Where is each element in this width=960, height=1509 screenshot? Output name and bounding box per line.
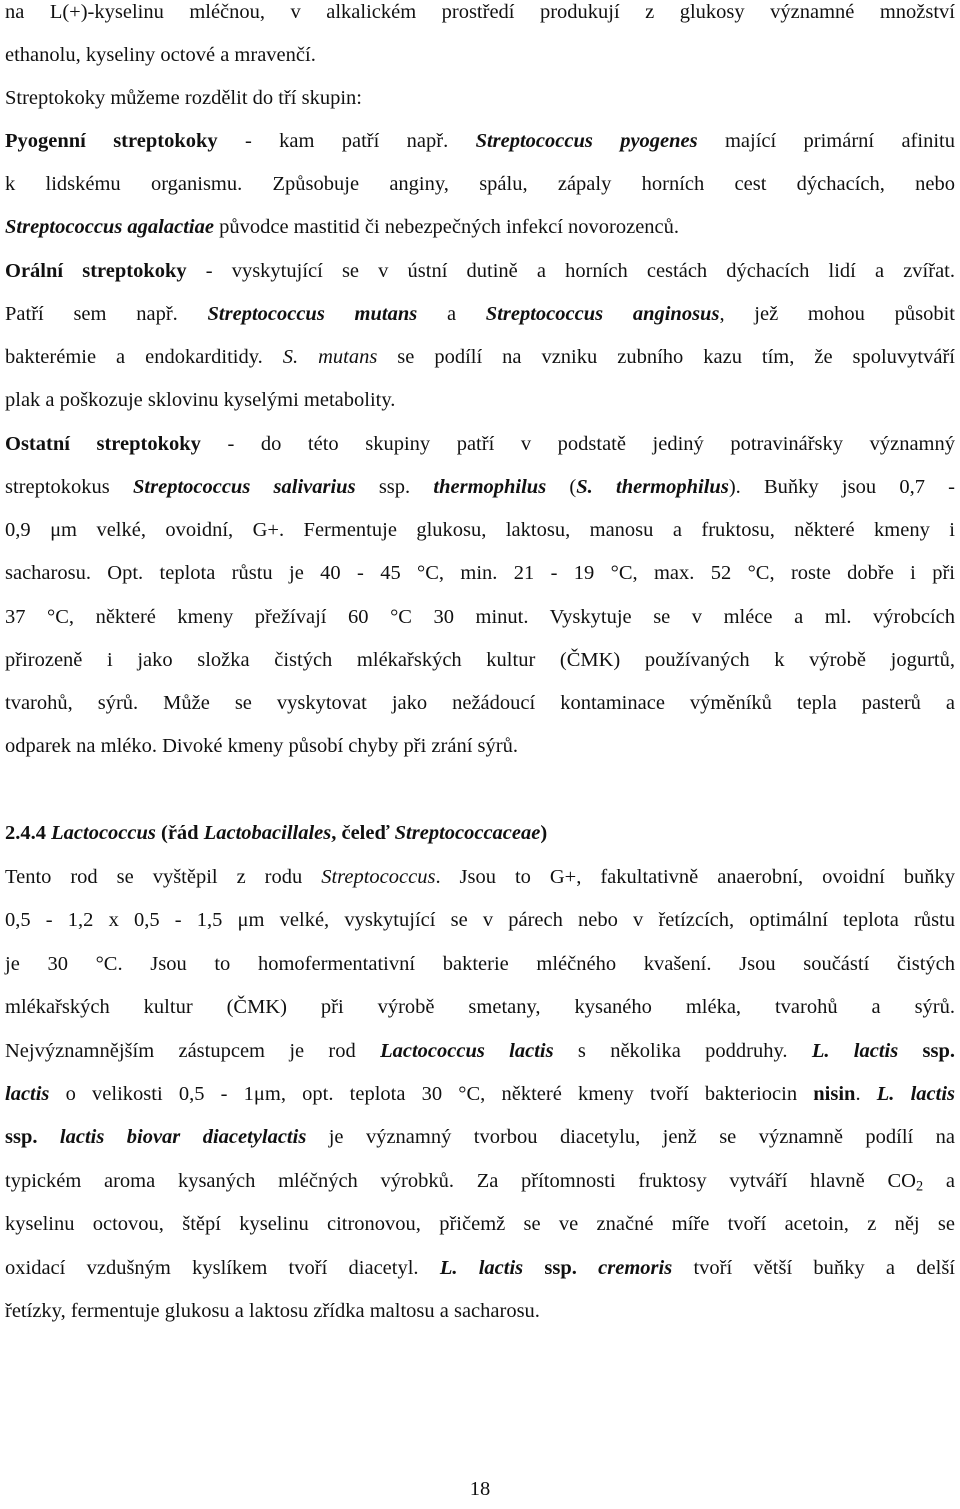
text-segment: L. lactis	[811, 1040, 899, 1062]
text-line	[5, 986, 955, 1029]
text-segment: S. mutans	[282, 346, 378, 368]
text-segment: , jež mohou působit	[719, 303, 955, 325]
text-segment: s několika poddruhy.	[553, 1040, 812, 1062]
text-segment: L. lactis	[439, 1257, 524, 1279]
text-segment: cremoris	[598, 1257, 673, 1279]
text-line	[5, 293, 955, 336]
text-segment: streptokokus	[5, 476, 134, 498]
text-line	[5, 856, 955, 899]
text-line	[5, 943, 955, 986]
text-line	[5, 120, 955, 163]
text-line	[5, 509, 955, 552]
text-segment: thermophilus	[433, 476, 547, 498]
text-segment: Streptococcus anginosus	[485, 303, 720, 325]
text-segment: Pyogenní streptokoky	[5, 130, 218, 152]
text-segment: , čeleď	[331, 822, 395, 844]
text-segment: odparek na mléko. Divoké kmeny působí chyby při zrání sýrů.	[5, 735, 518, 757]
text-segment: Lactococcus	[51, 822, 156, 844]
text-line	[5, 466, 955, 509]
text-segment: mlékařských kultur (ČMK) při výrobě smetany, kysaného mléka, tvarohů a sýrů.	[5, 996, 955, 1018]
text-segment: oxidací vzdušným kyslíkem tvoří diacetyl.	[5, 1257, 440, 1279]
text-segment: - vyskytující se v ústní dutině a horních cestách dýchacích lidí a zvířat.	[186, 260, 955, 282]
text-segment: ssp.	[523, 1257, 599, 1279]
text-segment: kyselinu octovou, štěpí kyselinu citronovou, přičemž se ve značné míře tvoří acetoin, z něj se	[5, 1213, 955, 1235]
text-line	[5, 336, 955, 379]
text-segment: k lidskému organismu. Způsobuje anginy, spálu, zápaly horních cest dýchacích, nebo	[5, 173, 955, 195]
text-line	[5, 34, 955, 77]
text-segment: Streptococcus salivarius	[133, 476, 356, 498]
text-segment: Nejvýznamnějším zástupcem je rod	[5, 1040, 381, 1062]
text-segment: ethanolu, kyseliny octové a mravenčí.	[5, 44, 316, 66]
text-segment: lactis	[5, 1083, 50, 1105]
text-segment: ssp.	[898, 1040, 956, 1062]
text-line	[5, 596, 955, 639]
text-segment: Orální streptokoky	[5, 260, 187, 282]
text-line	[5, 899, 955, 942]
text-line	[5, 682, 955, 725]
text-segment: Lactococcus lactis	[380, 1040, 554, 1062]
text-segment: a	[417, 303, 486, 325]
text-line	[5, 1116, 955, 1159]
text-segment: sacharosu. Opt. teplota růstu je 40 - 45 °C, min. 21 - 19 °C, max. 52 °C, roste dobře i při	[5, 562, 955, 584]
text-segment: .	[855, 1083, 877, 1105]
text-segment: 2	[915, 1178, 924, 1195]
text-segment: přirozeně i jako složka čistých mlékařských kultur (ČMK) používaných k výrobě jogurtů,	[5, 649, 955, 671]
text-segment: Streptokoky můžeme rozdělit do tří skupin:	[5, 87, 362, 109]
text-segment: tvoří větší buňky a delší	[672, 1257, 955, 1279]
text-segment: S. thermophilus	[576, 476, 729, 498]
text-line	[5, 250, 955, 293]
text-segment: lactis biovar diacetylactis	[59, 1126, 307, 1148]
text-line	[5, 0, 955, 34]
text-segment: ). Buňky jsou 0,7 -	[728, 476, 955, 498]
text-line	[5, 77, 955, 120]
section-heading	[5, 812, 955, 855]
text-line	[5, 163, 955, 206]
text-segment: nisin	[813, 1083, 856, 1105]
text-segment: Streptococcaceae	[394, 822, 541, 844]
text-segment: je 30 °C. Jsou to homofermentativní bakterie mléčného kvašení. Jsou součástí čistých	[5, 953, 955, 975]
text-segment: na L(+)-kyselinu mléčnou, v alkalickém prostředí produkují z glukosy významné množství	[5, 1, 955, 23]
text-segment: ssp.	[5, 1126, 60, 1148]
text-line	[5, 639, 955, 682]
text-segment: Streptococcus mutans	[207, 303, 418, 325]
text-segment: Streptococcus pyogenes	[475, 130, 698, 152]
text-segment: (řád	[155, 822, 204, 844]
text-segment: Lactobacillales	[203, 822, 332, 844]
text-segment: tvarohů, sýrů. Může se vyskytovat jako nežádoucí kontaminace výměníků tepla pasterů a	[5, 692, 955, 714]
text-segment: - do této skupiny patří v podstatě jediný potravinářsky významný	[200, 433, 955, 455]
text-segment: Tento rod se vyštěpil z rodu	[5, 866, 322, 888]
text-line	[5, 1203, 955, 1246]
text-segment: a	[923, 1170, 955, 1192]
text-line	[5, 1247, 955, 1290]
text-segment: Streptococcus	[321, 866, 436, 888]
page-number: 18	[469, 1478, 491, 1500]
text-segment: Patří sem např.	[5, 303, 208, 325]
text-segment: je významný tvorbou diacetylu, jenž se významně podílí na	[306, 1126, 955, 1148]
text-line	[5, 379, 955, 422]
text-segment: 2.4.4	[5, 822, 52, 844]
text-segment: )	[540, 822, 548, 844]
text-line	[5, 1073, 955, 1116]
text-segment: Ostatní streptokoky	[5, 433, 201, 455]
text-line	[5, 725, 955, 768]
text-line	[5, 206, 955, 249]
text-segment: bakterémie a endokarditidy.	[5, 346, 283, 368]
text-line	[5, 423, 955, 466]
text-segment: typickém aroma kysaných mléčných výrobků. Za přítomnosti fruktosy vytváří hlavně CO	[5, 1170, 916, 1192]
text-segment: L. lactis	[876, 1083, 956, 1105]
text-segment: 37 °C, některé kmeny přežívají 60 °C 30 minut. Vyskytuje se v mléce a ml. výrobcích	[5, 606, 955, 628]
text-segment: Streptococcus agalactiae	[5, 216, 214, 238]
text-segment: řetízky, fermentuje glukosu a laktosu zřídka maltosu a sacharosu.	[5, 1300, 540, 1322]
text-segment: o velikosti 0,5 - 1μm, opt. teplota 30 °C, některé kmeny tvoří bakteriocin	[49, 1083, 814, 1105]
text-segment: - kam patří např.	[217, 130, 476, 152]
text-segment: (	[546, 476, 577, 498]
text-segment: . Jsou to G+, fakultativně anaerobní, ovoidní buňky	[435, 866, 955, 888]
text-segment: 0,9 μm velké, ovoidní, G+. Fermentuje glukosu, laktosu, manosu a fruktosu, některé kmeny i	[5, 519, 955, 541]
text-segment: se podílí na vzniku zubního kazu tím, že spoluvytváří	[377, 346, 956, 368]
text-line	[5, 552, 955, 595]
text-segment: mající primární afinitu	[697, 130, 955, 152]
text-line	[5, 1290, 955, 1333]
text-line	[5, 1030, 955, 1073]
text-line	[5, 1160, 955, 1203]
text-segment: 0,5 - 1,2 x 0,5 - 1,5 μm velké, vyskytující se v párech nebo v řetízcích, optimální teplota růstu	[5, 909, 955, 931]
text-segment: původce mastitid či nebezpečných infekcí novorozenců.	[213, 216, 680, 238]
text-segment: ssp.	[355, 476, 434, 498]
text-segment: plak a poškozuje sklovinu kyselými metabolity.	[5, 389, 396, 411]
